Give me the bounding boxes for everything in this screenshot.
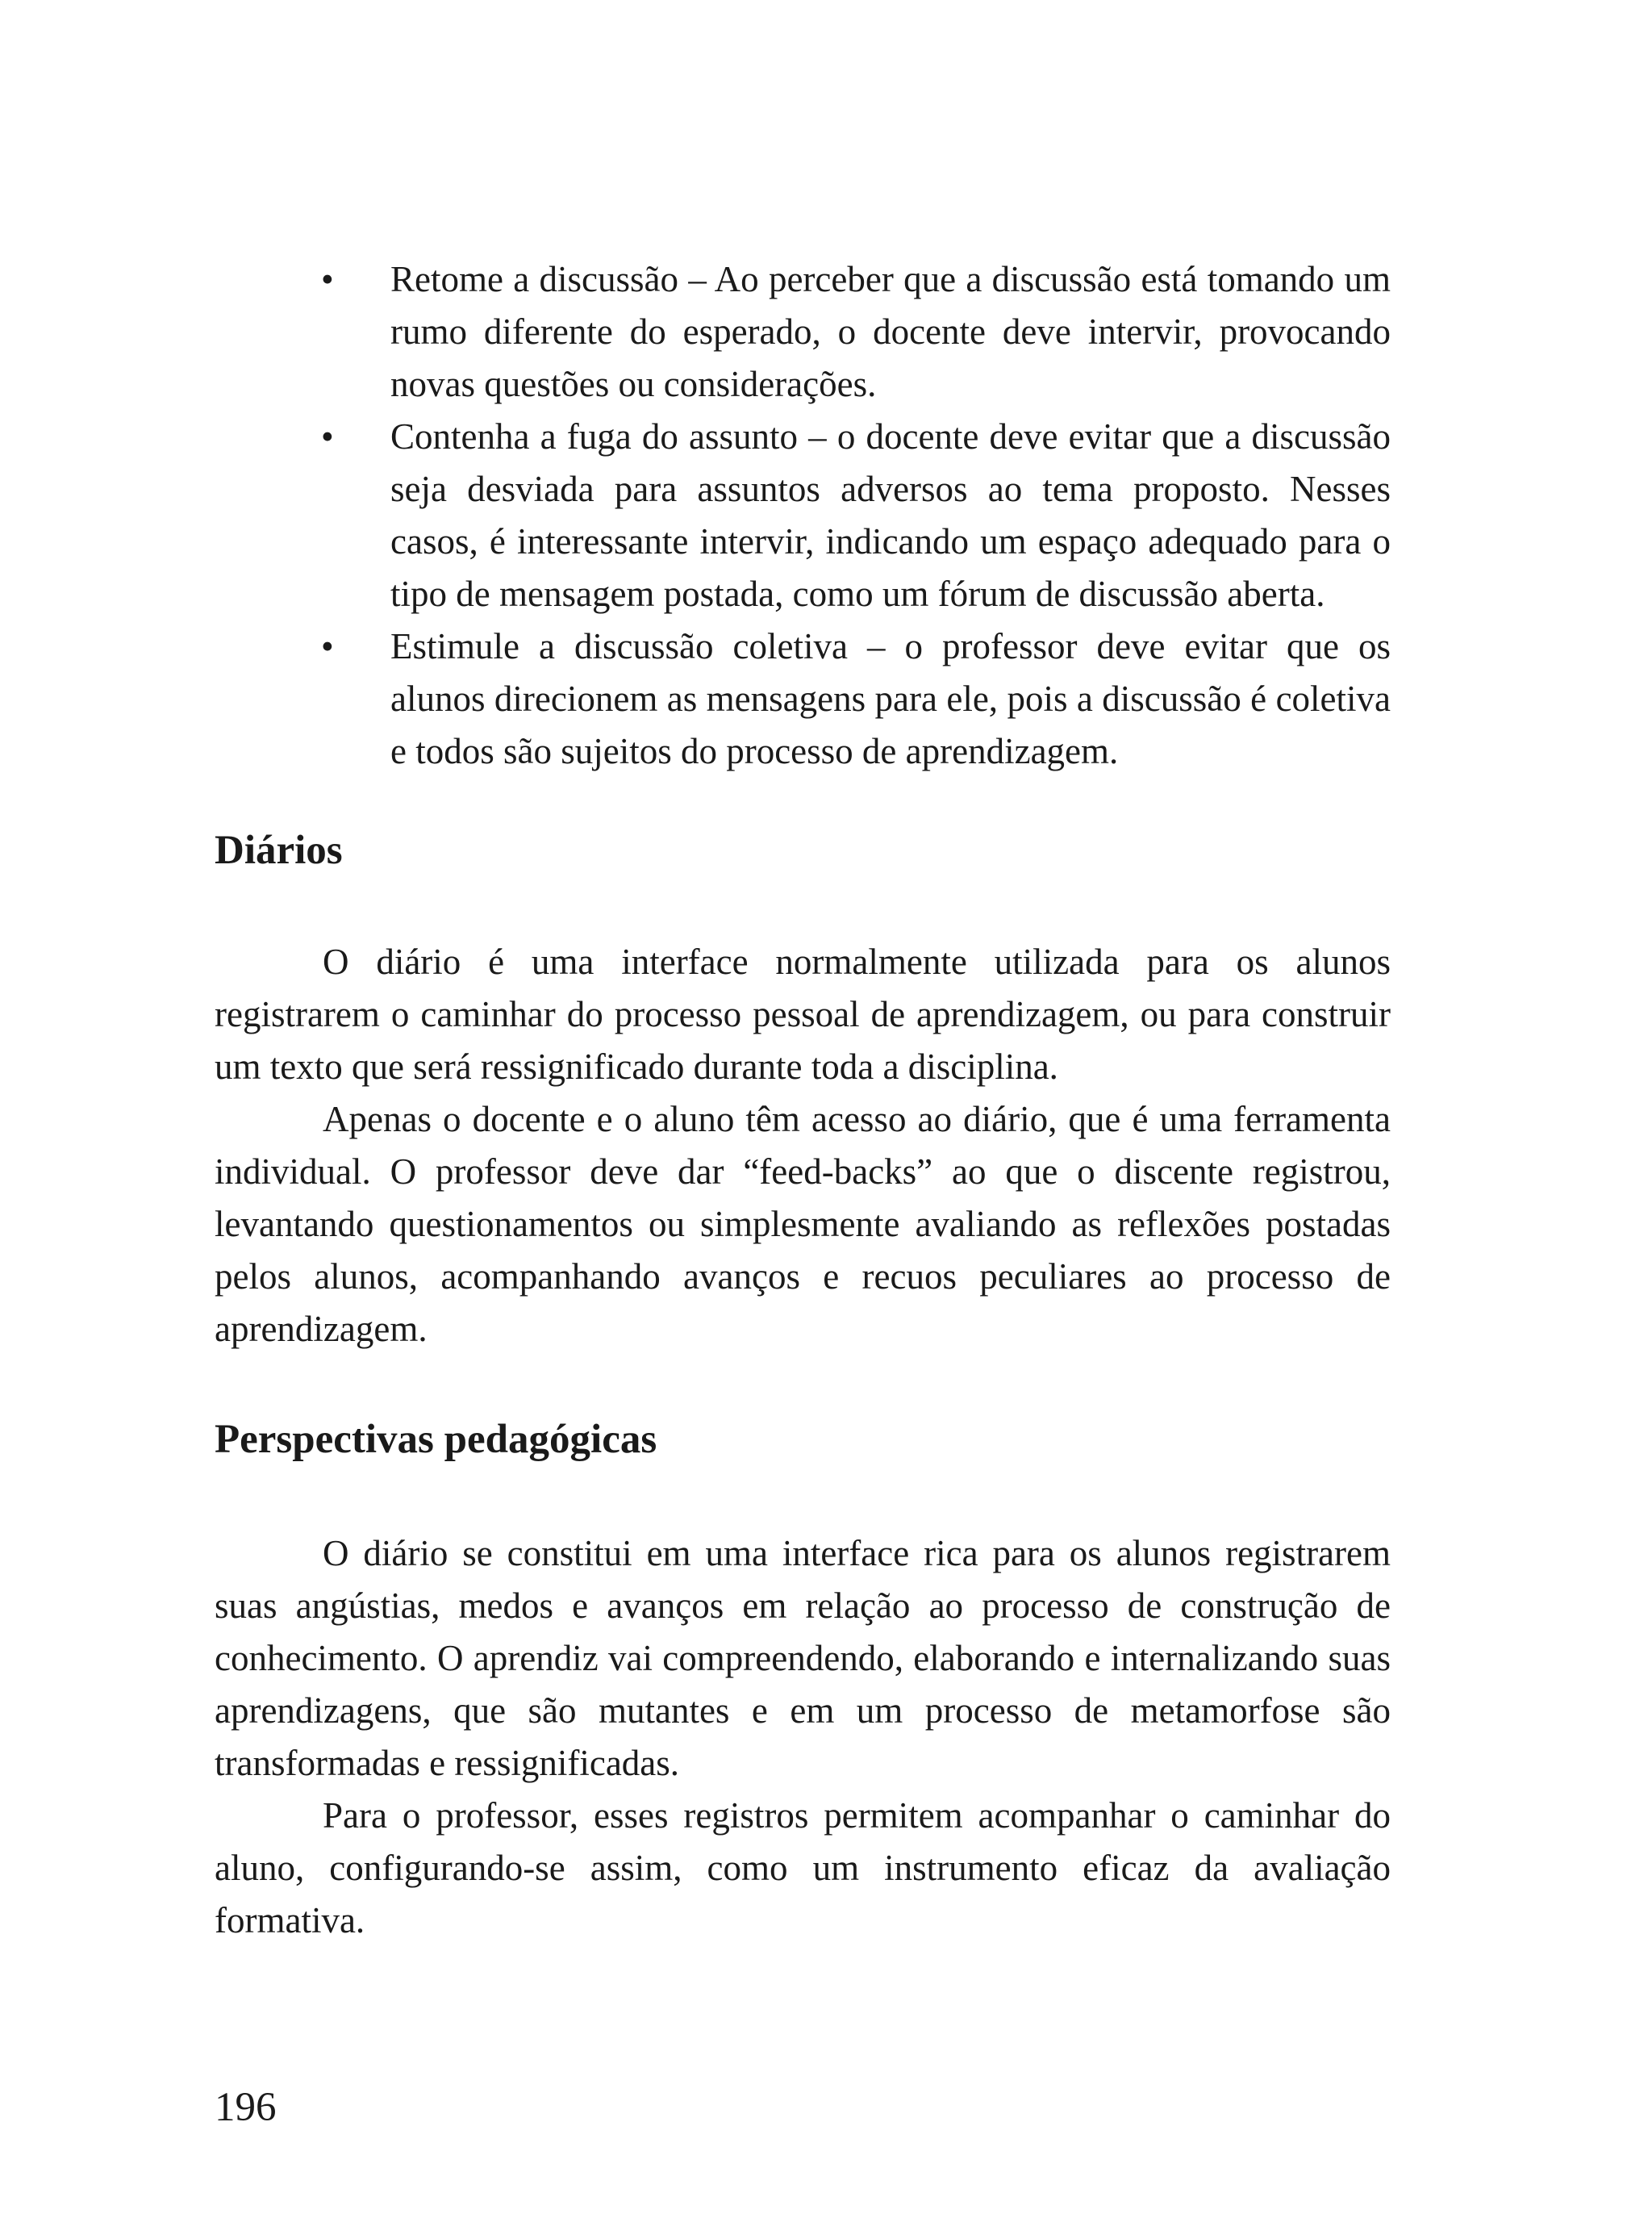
paragraph: Para o professor, esses registros permitem acompanhar o caminhar do aluno, configurando-se assim, como um instrumento eficaz da avaliação formativa. — [215, 1795, 1391, 1940]
section-heading-diarios: Diários — [215, 828, 343, 873]
list-item — [215, 620, 1391, 778]
bullet-list — [215, 253, 1391, 778]
section-body-diarios — [215, 936, 1391, 1356]
bullet-icon: • — [321, 626, 334, 666]
bullet-icon: • — [321, 416, 334, 457]
list-item — [215, 411, 1391, 620]
bullet-icon: • — [321, 259, 334, 299]
paragraph: O diário é uma interface normalmente utilizada para os alunos registrarem o caminhar do processo pessoal de aprendizagem, ou para construir um texto que será ressignificado durante toda a disciplina. — [215, 942, 1391, 1087]
bullet-text: Retome a discussão – Ao perceber que a discussão está tomando um rumo diferente do esperado, o docente deve intervir, provocando novas questões ou considerações. — [390, 259, 1391, 404]
section-body-perspectivas — [215, 1527, 1391, 1947]
book-page — [215, 0, 1391, 2239]
page-number: 196 — [215, 2085, 277, 2130]
bullet-text: Contenha a fuga do assunto – o docente deve evitar que a discussão seja desviada para assuntos adversos ao tema proposto. Nesses casos, é interessante intervir, indicando um espaço adequado para o tipo de mensagem postada, como um fórum de discussão aberta. — [390, 416, 1391, 614]
list-item — [215, 253, 1391, 411]
paragraph: Apenas o docente e o aluno têm acesso ao diário, que é uma ferramenta individual. O professor deve dar “feed-backs” ao que o discente registrou, levantando questionamentos ou simplesmente avaliando as reflexões postadas pelos alunos, acompanhando avanços e recuos peculiares ao processo de aprendizagem. — [215, 1099, 1391, 1349]
bullet-text: Estimule a discussão coletiva – o professor deve evitar que os alunos direcionem as mensagens para ele, pois a discussão é coletiva e todos são sujeitos do processo de aprendizagem. — [390, 626, 1391, 771]
section-heading-perspectivas: Perspectivas pedagógicas — [215, 1417, 657, 1462]
paragraph: O diário se constitui em uma interface rica para os alunos registrarem suas angústias, medos e avanços em relação ao processo de construção de conhecimento. O aprendiz vai compreendendo, elaborando e internalizando suas aprendizagens, que são mutantes e em um processo de metamorfose são transformadas e ressignificadas. — [215, 1533, 1391, 1783]
